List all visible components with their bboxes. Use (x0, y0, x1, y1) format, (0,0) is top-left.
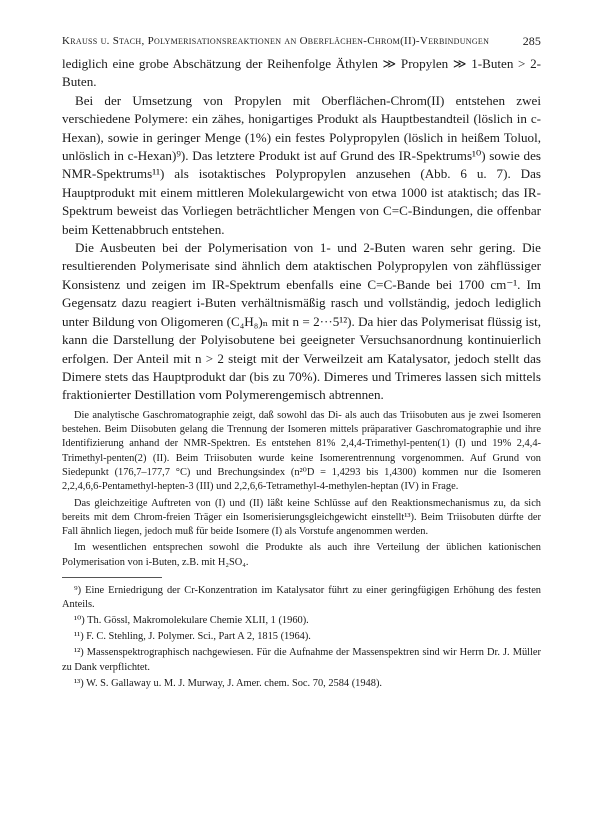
page-number: 285 (522, 34, 541, 48)
paragraph-butene: Die Ausbeuten bei der Polymerisation von 1- und 2-Buten waren sehr gering. Die resultierenden Polymerisate sind ähnlich dem ataktischen Polypropylen von zähflüssiger Konsistenz und zeigen im IR-Spektrum ebenfalls eine C=C-Bande bei 1700 cm⁻¹. Im Gegensatz dazu reagiert i-Buten verhältnismäßig rasch und vollständig, jedoch lediglich unter Bildung von Oligomeren (C₄H₈)ₙ mit n = 2···5¹²). Da hier das Polymerisat flüssig ist, kann die Darstellung der Polyisobutene bei geeigneter Versuchsanordnung kontinuierlich erfolgen. Der Anteil mit n > 2 steigt mit der Verweilzeit am Katalysator, jedoch stellt das Dimere stets das Hauptprodukt dar (bis zu 70%). Dimeres und Trimeres lassen sich mittels fraktionierter Destillation vom Polymerengemisch abtrennen. (62, 240, 541, 403)
small-print-section (62, 409, 541, 570)
paragraph-mechanism: Das gleichzeitige Auftreten von (I) und (II) läßt keine Schlüsse auf den Reaktionsmechanismus zu, da sich bereits mit dem Chrom-freien Träger ein Isomerisierungsgleichgewicht einstellt¹³). Beim Triisobuten dürfte der Fall ähnlich liegen, jedoch muß für beide Isomere (I) als Vorstufe angenommen werden. (62, 497, 541, 538)
footnote-10: ¹⁰) Th. Gössl, Makromolekulare Chemie XLII, 1 (1960). (74, 615, 309, 627)
running-title: Krauss u. Stach, Polymerisationsreaktionen an Oberflächen-Chrom(II)-Verbindungen (62, 35, 490, 47)
journal-page (62, 34, 541, 693)
paragraph-propylene: Bei der Umsetzung von Propylen mit Oberflächen-Chrom(II) entstehen zwei verschiedene Polymere: ein zähes, honigartiges Produkt als Hauptbestandteil (löslich in c-Hexan), sowie in geringer Menge (1%) ein festes Polypropylen (löslich in heißem Toluol, unlöslich in c-Hexan)⁹). Das letztere Produkt ist auf Grund des IR-Spektrums¹⁰) sowie des NMR-Spektrums¹¹) als isotaktisches Polypropylen anzusehen (Abb. 6 u. 7). Das Hauptprodukt mit einem mittleren Molekulargewicht von etwa 1000 ist ataktisch; das IR-Spektrum beweist das Vorliegen beträchtlicher Mengen von C=C-Bindungen, die offenbar beim Kettenabbruch entstehen. (62, 92, 541, 237)
footnote-13: ¹³) W. S. Gallaway u. M. J. Murway, J. Amer. chem. Soc. 70, 2584 (1948). (74, 677, 383, 689)
footnote-9: ⁹) Eine Erniedrigung der Cr-Konzentration im Katalysator führt zu einer geringfügigen Erhöhung des festen Anteils. (62, 584, 541, 611)
paragraph-gas-chromatography: Die analytische Gaschromatographie zeigt, daß sowohl das Di- als auch das Triisobuten aus je zwei Isomeren bestehen. Beim Diisobuten gelang die Trennung der Isomeren mittels präparativer Gaschromatographie und ihre Identifizierung anhand der NMR-Spektren. Es entstehen 81% 2,4,4-Trimethyl-penten(1) (I) und 19% 2,4,4-Trimethyl-penten(2) (II). Beim Triisobuten wurde keine Isomerentrennung vorgenommen. Auf Grund von Siedepunkt (176,7–177,7 °C) und Brechungsindex (n²⁰D = 1,4293 bis 1,4300) kommen nur die Isomeren 2,2,4,6,6-Pentamethyl-hepten-3 (III) und 2,2,6,6-Tetramethyl-4-methylen-heptan (IV) in Frage. (62, 409, 541, 493)
footnote-divider (62, 577, 162, 578)
paragraph-cationic-polymerisation: Im wesentlichen entsprechen sowohl die Produkte als auch ihre Verteilung der üblichen kationischen Polymerisation von i-Buten, z.B. mit H₂SO₄. (62, 542, 541, 568)
footnote-11: ¹¹) F. C. Stehling, J. Polymer. Sci., Part A 2, 1815 (1964). (74, 631, 311, 643)
running-header (62, 34, 541, 48)
footnotes (62, 584, 541, 692)
main-text (62, 55, 541, 405)
paragraph-ordering: lediglich eine grobe Abschätzung der Reihenfolge Äthylen ≫ Propylen ≫ 1-Buten > 2-Buten. (62, 56, 541, 90)
footnote-12: ¹²) Massenspektrographisch nachgewiesen. Für die Aufnahme der Massenspektren sind wir Herrn Dr. J. Müller zu Dank verpflichtet. (62, 647, 541, 673)
